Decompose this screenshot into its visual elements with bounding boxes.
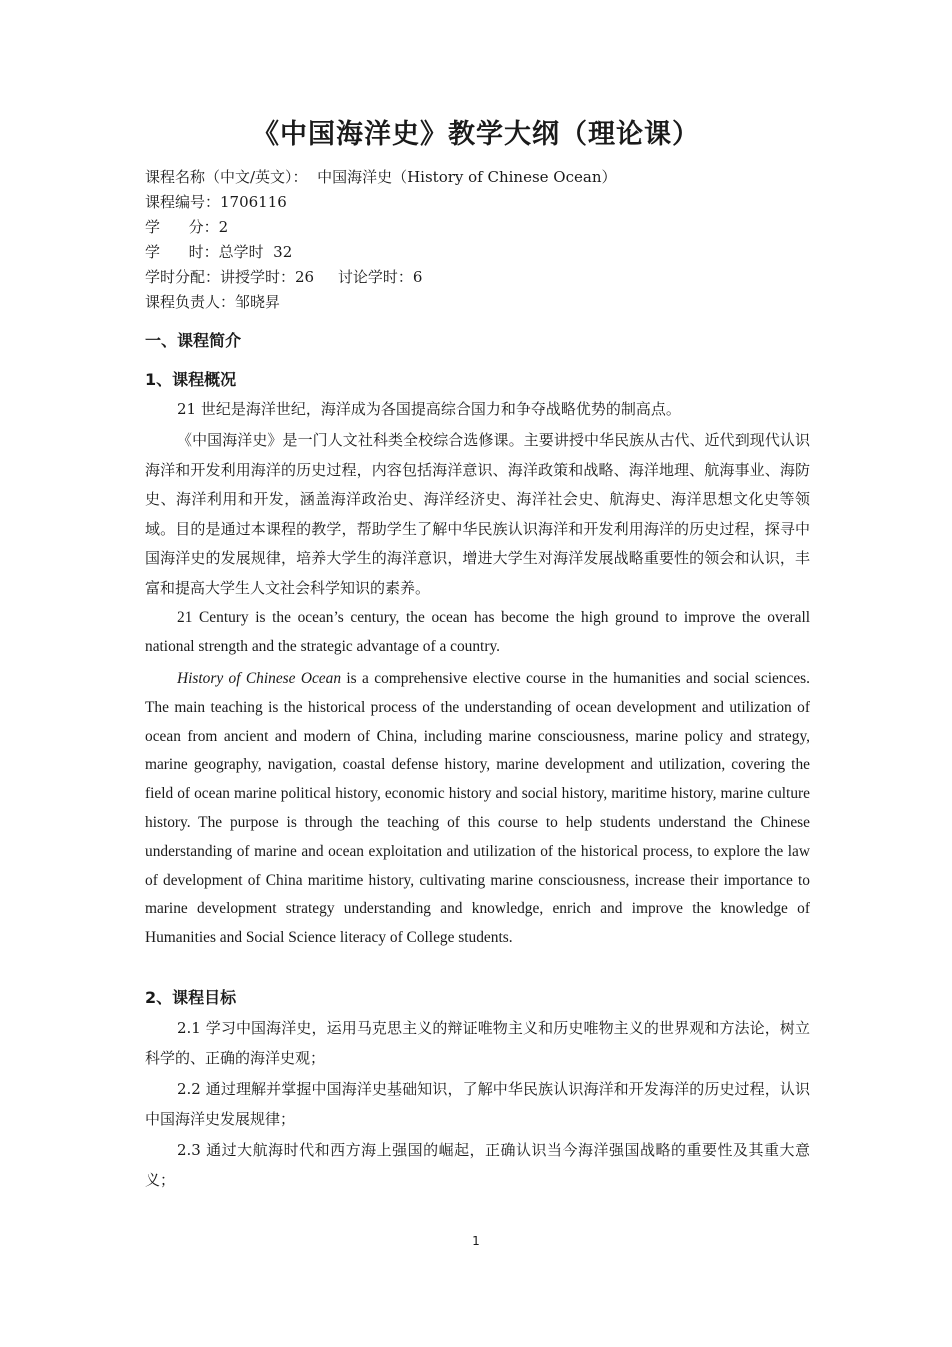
subsection-heading: 2、课程目标 (145, 988, 237, 1007)
goal-item: 2.3 通过大航海时代和西方海上强国的崛起，正确认识当今海洋强国战略的重要性及其重大意义； (145, 1141, 810, 1189)
section-heading: 一、课程简介 (145, 331, 242, 350)
paragraph-english (145, 665, 810, 953)
subsection-heading: 1、课程概况 (145, 370, 237, 389)
course-instructor: 课程负责人：邹晓昇 (145, 293, 281, 311)
paragraph: 《中国海洋史》是一门人文社科类全校综合选修课。主要讲授中华民族从古代、近代到现代认识海洋和开发利用海洋的历史过程，内容包括海洋意识、海洋政策和战略、海洋地理、航海事业、海防史、海洋利用和开发，涵盖海洋政治史、海洋经济史、海洋社会史、航海史、海洋思想文化史等领域。目的是通过本课程的教学，帮助学生了解中华民族认识海洋和开发利用海洋的历史过程，探寻中国海洋史的发展规律，培养大学生的海洋意识，增进大学生对海洋发展战略重要性的领会和认识，丰富和提高大学生人文社会科学知识的素养。 (145, 431, 810, 597)
paragraph-english: 21 Century is the ocean’s century, the ocean has become the high ground to improve the overall national strength and the strategic advantage of a country. (145, 609, 810, 655)
course-credits: 学 分：2 (145, 218, 229, 236)
page-number: 1 (472, 1234, 480, 1248)
course-code: 课程编号：1706116 (145, 193, 287, 211)
course-title-italic: History of Chinese Ocean (177, 670, 342, 687)
paragraph: 21 世纪是海洋世纪，海洋成为各国提高综合国力和争夺战略优势的制高点。 (177, 400, 681, 418)
goal-item: 2.1 学习中国海洋史，运用马克思主义的辩证唯物主义和历史唯物主义的世界观和方法论，树立科学的、正确的海洋史观； (145, 1019, 810, 1067)
course-hours: 学 时：总学时 32 (145, 243, 293, 261)
goal-item: 2.2 通过理解并掌握中国海洋史基础知识，了解中华民族认识海洋和开发海洋的历史过程，认识中国海洋史发展规律； (145, 1080, 810, 1128)
course-hours-split: 学时分配：讲授学时：26 讨论学时：6 (145, 268, 423, 286)
page-title: 《中国海洋史》教学大纲（理论课） (252, 119, 700, 150)
paragraph-text: is a comprehensive elective course in the humanities and social sciences. The main teaching is the historical process of the understanding of ocean development and utilization of ocean from ancient and modern of China, including marine consciousness, marine policy and strategy, marine geography, navigation, coastal defense history, marine development and utilization, covering the field of ocean marine political history, economic history and social history, maritime history, marine culture history. The purpose is through the teaching of this course to help students understand the Chinese understanding of marine and ocean exploitation and utilization of the historical process, to explore the law of development of China maritime history, cultivating marine consciousness, increase their importance to marine development strategy understanding and knowledge, enrich and improve the knowledge of Humanities and Social Science literacy of College students. (145, 670, 811, 947)
course-info (145, 165, 616, 315)
course-name: 课程名称（中文/英文）： 中国海洋史（History of Chinese Ocean） (145, 168, 617, 186)
